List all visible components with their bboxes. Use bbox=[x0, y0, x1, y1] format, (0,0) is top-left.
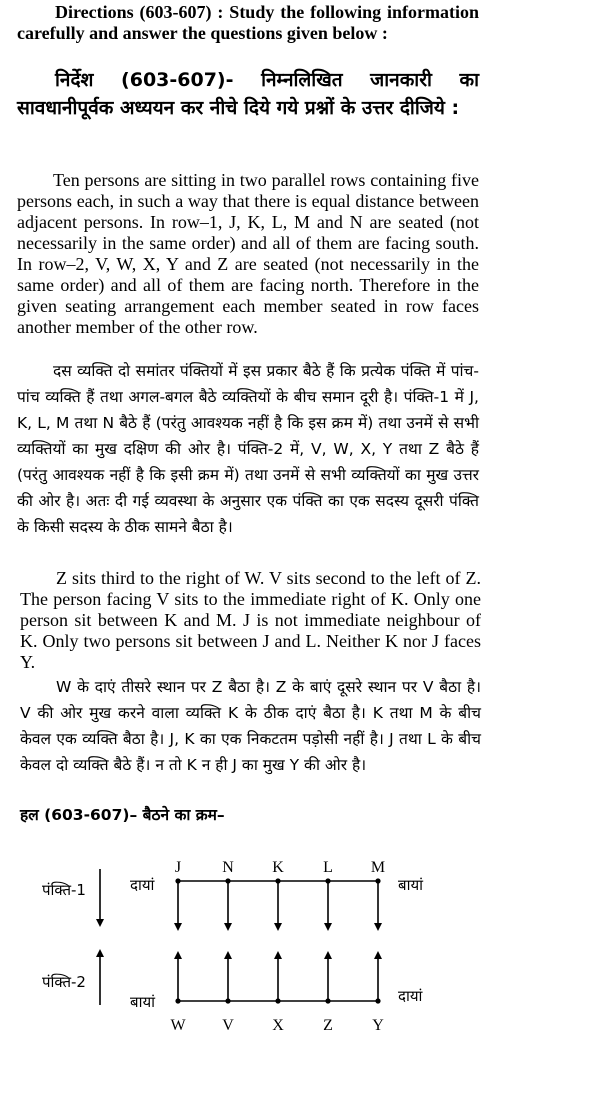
row2-right-label: दायां bbox=[398, 987, 423, 1005]
row1-seat-dot bbox=[375, 878, 380, 883]
row2-seat-letter: W bbox=[170, 1017, 186, 1034]
passage2-english: Z sits third to the right of W. V sits second to the left of Z. The person facing V sits to the immediate right of K. Only one person sit between K and M. J is not immediate neighbour of K. Only two persons sit between J and L. Neither K nor J faces Y. bbox=[20, 568, 481, 672]
row1-seat-letter: M bbox=[370, 859, 386, 876]
seating-diagram bbox=[0, 835, 590, 1095]
row2-seat-dot bbox=[225, 998, 230, 1003]
row2-seat-dot bbox=[275, 998, 280, 1003]
passage2-hindi: W के दाएं तीसरे स्थान पर Z बैठा है। Z के बाएं दूसरे स्थान पर V बैठा है। V की ओर मुख करने वाला व्यक्ति K के ठीक दाएं बैठा है। K तथा M के बीच केवल एक व्यक्ति बैठा है। J, K का एक निकटतम पड़ोसी नहीं है। J तथा L के बीच केवल दो व्यक्ति बैठे हैं। न तो K न ही J का मुख Y की ओर है। bbox=[20, 678, 481, 774]
row1-seat-letter: L bbox=[323, 859, 333, 876]
row1-left-label: दायां bbox=[130, 876, 155, 894]
row2-seat-letter: Y bbox=[372, 1017, 384, 1034]
row2-left-label: बायां bbox=[130, 993, 156, 1011]
passage1-english: Ten persons are sitting in two parallel rows containing five persons each, in such a way that there is equal distance between adjacent persons. In row–1, J, K, L, M and N are seated (not necessarily in the same order) and all of them are facing south. In row–2, V, W, X, Y and Z are seated (not necessarily in the same order) and all of them are facing north. Therefore in the given seating arrangement each member seated in row faces another member of the other row. bbox=[17, 170, 479, 337]
row1-seat-dot bbox=[175, 878, 180, 883]
row2-seat-letter: Z bbox=[323, 1017, 333, 1034]
row1-label: पंक्ति-1 bbox=[42, 881, 86, 899]
row1-right-label: बायां bbox=[398, 876, 424, 894]
row1-seat-dot bbox=[325, 878, 330, 883]
passage1-hindi: दस व्यक्ति दो समांतर पंक्तियों में इस प्रकार बैठे हैं कि प्रत्येक पंक्ति में पांच-पांच व्यक्ति हैं तथा अगल-बगल बैठे व्यक्तियों के बीच समान दूरी है। पंक्ति-1 में J, K, L, M तथा N बैठे हैं (परंतु आवश्यक नहीं है कि इस क्रम में) तथा उनमें से सभी व्यक्तियों का मुख दक्षिण की ओर है। पंक्ति-2 में, V, W, X, Y तथा Z बैठे हैं (परंतु आवश्यक नहीं है कि इसी क्रम में) तथा उनमें से सभी व्यक्तियों का मुख उत्तर की ओर है। अतः दी गई व्यवस्था के अनुसार एक पंक्ति का एक सदस्य दूसरी पंक्ति के किसी सदस्य के ठीक सामने बैठा है। bbox=[17, 362, 479, 536]
row1-seats bbox=[175, 859, 385, 927]
row2-seat-letter: V bbox=[222, 1017, 234, 1034]
directions-hindi: निर्देश (603-607)- निम्नलिखित जानकारी का सावधानीपूर्वक अध्ययन कर नीचे दिये गये प्रश्नों के उत्तर दीजिये : bbox=[17, 69, 479, 119]
row1-seat-dot bbox=[275, 878, 280, 883]
row2-label: पंक्ति-2 bbox=[42, 973, 86, 991]
row2-seat-dot bbox=[325, 998, 330, 1003]
row2-seat-dot bbox=[375, 998, 380, 1003]
row2-seat-letter: X bbox=[272, 1017, 284, 1034]
solution-heading: हल (603-607)– बैठने का क्रम– bbox=[20, 806, 225, 824]
row2-seat-dot bbox=[175, 998, 180, 1003]
row1-seat-letter: K bbox=[272, 859, 284, 876]
row1-seat-dot bbox=[225, 878, 230, 883]
row1-seat-letter: N bbox=[222, 859, 234, 876]
directions-english: Directions (603-607) : Study the following information carefully and answer the questions given below : bbox=[17, 2, 479, 43]
row1-seat-letter: J bbox=[174, 859, 182, 876]
row2-seats bbox=[170, 955, 384, 1034]
